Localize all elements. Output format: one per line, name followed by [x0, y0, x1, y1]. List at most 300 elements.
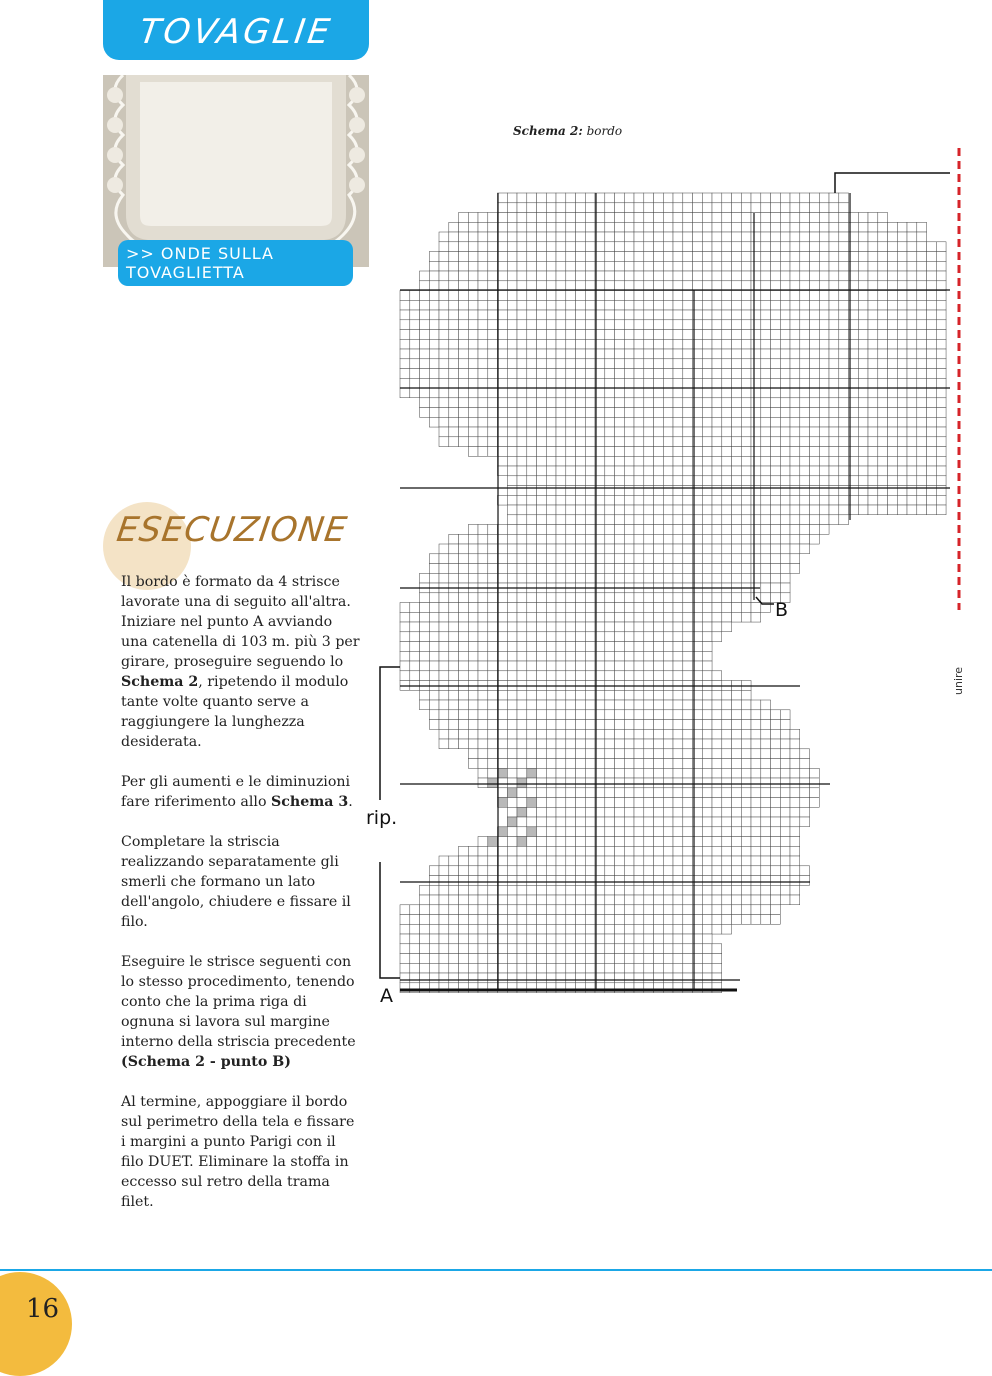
grid-cell — [556, 213, 566, 223]
grid-cell — [439, 876, 449, 886]
grid-cell — [751, 817, 761, 827]
grid-cell — [449, 729, 459, 739]
grid-cell — [634, 222, 644, 232]
grid-cell — [537, 603, 547, 613]
grid-cell — [498, 934, 508, 944]
grid-cell — [693, 252, 703, 262]
grid-cell — [663, 466, 673, 476]
grid-cell — [429, 973, 439, 983]
grid-cell — [498, 252, 508, 262]
grid-cell — [907, 476, 917, 486]
grid-cell — [800, 427, 810, 437]
grid-cell — [771, 359, 781, 369]
grid-cell — [917, 349, 927, 359]
grid-cell — [868, 388, 878, 398]
grid-cell — [712, 417, 722, 427]
grid-cell — [751, 749, 761, 759]
grid-cell — [537, 369, 547, 379]
grid-cell — [634, 661, 644, 671]
grid-cell — [741, 203, 751, 213]
grid-cell — [683, 895, 693, 905]
grid-cell — [459, 612, 469, 622]
grid-cell — [517, 739, 527, 749]
grid-cell — [478, 544, 488, 554]
grid-cell — [585, 778, 595, 788]
grid-cell — [722, 915, 732, 925]
grid-cell — [566, 271, 576, 281]
grid-cell — [888, 388, 898, 398]
grid-cell — [761, 798, 771, 808]
grid-cell — [790, 798, 800, 808]
grid-cell — [507, 807, 517, 817]
grid-cell — [527, 271, 537, 281]
grid-cell — [488, 973, 498, 983]
grid-cell — [634, 349, 644, 359]
grid-cell — [683, 788, 693, 798]
grid-cell — [517, 300, 527, 310]
grid-cell — [576, 905, 586, 915]
grid-cell — [683, 700, 693, 710]
grid-cell — [878, 476, 888, 486]
grid-cell — [780, 271, 790, 281]
grid-cell — [537, 837, 547, 847]
grid-cell — [634, 330, 644, 340]
grid-cell — [449, 856, 459, 866]
grid-cell — [673, 232, 683, 242]
grid-cell — [663, 242, 673, 252]
grid-cell — [624, 934, 634, 944]
grid-cell — [702, 242, 712, 252]
grid-cell — [420, 963, 430, 973]
grid-cell — [888, 310, 898, 320]
grid-cell — [741, 846, 751, 856]
grid-cell — [439, 603, 449, 613]
grid-cell — [936, 320, 946, 330]
grid-cell — [556, 671, 566, 681]
top-bracket — [835, 173, 950, 193]
grid-cell — [498, 642, 508, 652]
grid-cell — [507, 963, 517, 973]
grid-cell — [780, 456, 790, 466]
grid-cell — [605, 213, 615, 223]
grid-cell — [888, 271, 898, 281]
grid-cell — [741, 564, 751, 574]
grid-cell — [780, 817, 790, 827]
grid-cell — [429, 359, 439, 369]
grid-cell — [517, 661, 527, 671]
grid-cell — [468, 291, 478, 301]
grid-cell — [800, 456, 810, 466]
grid-cell — [478, 271, 488, 281]
grid-cell — [888, 291, 898, 301]
grid-cell — [839, 398, 849, 408]
grid-cell — [585, 534, 595, 544]
grid-cell — [634, 417, 644, 427]
grid-cell — [654, 408, 664, 418]
grid-cell — [800, 222, 810, 232]
grid-cell — [878, 437, 888, 447]
grid-cell — [546, 924, 556, 934]
grid-cell — [761, 915, 771, 925]
grid-cell — [576, 300, 586, 310]
grid-cell — [459, 554, 469, 564]
grid-cell — [878, 495, 888, 505]
grid-cell — [634, 378, 644, 388]
grid-cell — [771, 330, 781, 340]
grid-cell — [673, 954, 683, 964]
grid-cell — [702, 222, 712, 232]
grid-cell — [663, 700, 673, 710]
grid-cell — [761, 554, 771, 564]
grid-cell — [634, 505, 644, 515]
grid-cell — [741, 261, 751, 271]
grid-cell — [615, 291, 625, 301]
grid-cell — [810, 271, 820, 281]
grid-cell — [605, 593, 615, 603]
grid-cell — [888, 300, 898, 310]
grid-cell — [654, 622, 664, 632]
grid-cell — [693, 242, 703, 252]
grid-cell — [683, 846, 693, 856]
grid-cell — [761, 466, 771, 476]
grid-cell — [761, 310, 771, 320]
grid-cell — [439, 671, 449, 681]
grid-cell — [459, 291, 469, 301]
grid-cell — [888, 320, 898, 330]
grid-cell — [897, 252, 907, 262]
grid-cell — [459, 310, 469, 320]
grid-cell — [741, 476, 751, 486]
grid-cell — [498, 427, 508, 437]
grid-cell — [819, 193, 829, 203]
grid-cell — [927, 242, 937, 252]
grid-cell — [897, 242, 907, 252]
grid-cell — [722, 817, 732, 827]
grid-cell — [829, 291, 839, 301]
grid-cell — [644, 632, 654, 642]
grid-cell — [927, 447, 937, 457]
grid-cell — [624, 222, 634, 232]
grid-cell — [722, 612, 732, 622]
grid-cell — [800, 408, 810, 418]
grid-cell — [673, 300, 683, 310]
grid-cell — [546, 271, 556, 281]
grid-cell — [819, 300, 829, 310]
grid-cell — [605, 291, 615, 301]
grid-cell — [498, 232, 508, 242]
grid-cell — [488, 437, 498, 447]
grid-cell — [585, 915, 595, 925]
grid-cell — [771, 583, 781, 593]
grid-cell — [459, 905, 469, 915]
grid-cell — [683, 954, 693, 964]
grid-cell — [605, 388, 615, 398]
grid-cell — [673, 661, 683, 671]
grid-cell — [624, 963, 634, 973]
grid-cell — [488, 856, 498, 866]
grid-cell — [702, 417, 712, 427]
grid-cell — [917, 505, 927, 515]
grid-cell — [517, 534, 527, 544]
grid-cell — [400, 671, 410, 681]
grid-cell — [868, 232, 878, 242]
grid-cell — [663, 681, 673, 691]
grid-cell — [556, 398, 566, 408]
grid-cell — [771, 281, 781, 291]
grid-cell — [488, 388, 498, 398]
grid-cell — [527, 369, 537, 379]
grid-cell — [819, 495, 829, 505]
grid-cell — [654, 281, 664, 291]
grid-cell — [741, 895, 751, 905]
grid-cell — [566, 720, 576, 730]
grid-cell — [576, 476, 586, 486]
grid-cell — [839, 242, 849, 252]
grid-cell — [732, 856, 742, 866]
grid-cell — [566, 885, 576, 895]
grid-cell — [712, 466, 722, 476]
grid-cell — [780, 827, 790, 837]
grid-cell — [546, 320, 556, 330]
grid-cell — [615, 193, 625, 203]
grid-cell — [585, 359, 595, 369]
grid-cell — [702, 408, 712, 418]
grid-cell — [449, 915, 459, 925]
grid-cell — [517, 573, 527, 583]
grid-cell — [517, 222, 527, 232]
grid-cell — [468, 281, 478, 291]
grid-cell — [732, 456, 742, 466]
grid-cell — [790, 895, 800, 905]
grid-cell — [683, 768, 693, 778]
grid-cell — [429, 300, 439, 310]
grid-cell — [488, 222, 498, 232]
grid-cell — [624, 749, 634, 759]
grid-cell — [683, 505, 693, 515]
grid-cell — [868, 505, 878, 515]
grid-cell — [624, 544, 634, 554]
grid-cell — [644, 915, 654, 925]
grid-cell — [829, 447, 839, 457]
grid-cell — [439, 934, 449, 944]
grid-cell — [439, 905, 449, 915]
grid-cell — [605, 427, 615, 437]
grid-cell — [605, 729, 615, 739]
grid-cell — [897, 320, 907, 330]
grid-cell — [761, 398, 771, 408]
grid-cell — [732, 534, 742, 544]
grid-cell — [537, 622, 547, 632]
grid-cell — [810, 242, 820, 252]
grid-cell — [751, 320, 761, 330]
grid-cell — [683, 554, 693, 564]
grid-cell — [420, 700, 430, 710]
grid-cell — [566, 544, 576, 554]
grid-cell — [858, 417, 868, 427]
grid-cell — [546, 905, 556, 915]
grid-cell — [751, 603, 761, 613]
grid-cell — [624, 534, 634, 544]
grid-cell — [459, 954, 469, 964]
grid-cell — [683, 866, 693, 876]
grid-cell — [790, 768, 800, 778]
grid-cell — [790, 749, 800, 759]
grid-cell — [507, 905, 517, 915]
grid-cell — [868, 437, 878, 447]
grid-cell — [634, 593, 644, 603]
grid-cell — [927, 339, 937, 349]
grid-cell — [771, 456, 781, 466]
grid-cell — [498, 729, 508, 739]
grid-cell — [537, 476, 547, 486]
grid-cell — [566, 876, 576, 886]
grid-cell — [459, 408, 469, 418]
grid-cell — [439, 963, 449, 973]
grid-cell — [429, 954, 439, 964]
grid-cell — [663, 661, 673, 671]
grid-cell — [459, 710, 469, 720]
grid-cell — [858, 291, 868, 301]
grid-cell — [546, 934, 556, 944]
grid-cell — [576, 261, 586, 271]
grid-cell — [566, 378, 576, 388]
grid-cell — [654, 944, 664, 954]
grid-cell — [790, 271, 800, 281]
grid-cell — [585, 837, 595, 847]
grid-cell — [605, 417, 615, 427]
grid-cell — [478, 642, 488, 652]
grid-cell — [673, 476, 683, 486]
grid-cell — [800, 866, 810, 876]
grid-cell — [673, 417, 683, 427]
grid-cell — [644, 427, 654, 437]
grid-cell — [741, 300, 751, 310]
grid-cell — [439, 661, 449, 671]
grid-cell — [702, 944, 712, 954]
grid-cell — [712, 359, 722, 369]
grid-cell — [644, 534, 654, 544]
grid-cell — [429, 876, 439, 886]
grid-cell — [527, 603, 537, 613]
grid-cell — [878, 300, 888, 310]
grid-cell — [410, 671, 420, 681]
grid-cell — [751, 466, 761, 476]
grid-cell — [810, 310, 820, 320]
grid-cell — [507, 378, 517, 388]
grid-cell — [556, 915, 566, 925]
grid-cell — [810, 291, 820, 301]
grid-cell — [400, 642, 410, 652]
grid-cell — [732, 778, 742, 788]
grid-cell — [624, 798, 634, 808]
grid-cell — [527, 944, 537, 954]
grid-cell — [556, 252, 566, 262]
grid-cell — [400, 603, 410, 613]
grid-cell — [537, 573, 547, 583]
grid-cell — [624, 456, 634, 466]
grid-cell — [576, 281, 586, 291]
grid-cell — [615, 798, 625, 808]
grid-cell — [517, 544, 527, 554]
caption-line-2: TOVAGLIETTA — [126, 263, 245, 282]
grid-cell — [771, 417, 781, 427]
grid-cell — [771, 252, 781, 262]
grid-cell — [556, 466, 566, 476]
grid-cell — [439, 261, 449, 271]
grid-cell — [517, 827, 527, 837]
grid-cell — [673, 261, 683, 271]
schema-title-rest: bordo — [582, 124, 623, 138]
grid-cell — [683, 261, 693, 271]
grid-cell — [410, 378, 420, 388]
grid-cell — [459, 564, 469, 574]
grid-cell — [605, 651, 615, 661]
grid-cell — [888, 281, 898, 291]
grid-cell — [741, 544, 751, 554]
grid-cell — [732, 203, 742, 213]
grid-cell — [761, 749, 771, 759]
grid-cell — [761, 486, 771, 496]
grid-cell — [810, 437, 820, 447]
grid-cell — [927, 291, 937, 301]
grid-cell — [936, 456, 946, 466]
grid-cell — [663, 193, 673, 203]
grid-cell — [810, 398, 820, 408]
grid-cell — [546, 281, 556, 291]
grid-cell — [673, 798, 683, 808]
grid-cell — [585, 456, 595, 466]
grid-cell — [907, 339, 917, 349]
grid-cell — [722, 710, 732, 720]
grid-cell — [936, 495, 946, 505]
grid-cell — [810, 515, 820, 525]
grid-cell — [663, 456, 673, 466]
grid-cell — [683, 681, 693, 691]
grid-cell — [810, 388, 820, 398]
grid-cell — [927, 378, 937, 388]
grid-cell — [546, 476, 556, 486]
grid-cell — [507, 252, 517, 262]
grid-cell — [410, 681, 420, 691]
grid-cell — [888, 427, 898, 437]
grid-cell — [888, 349, 898, 359]
grid-cell — [810, 798, 820, 808]
grid-cell — [517, 515, 527, 525]
grid-cell — [868, 330, 878, 340]
grid-cell — [722, 310, 732, 320]
grid-cell — [800, 515, 810, 525]
grid-cell — [400, 310, 410, 320]
grid-cell — [634, 973, 644, 983]
grid-cell — [566, 700, 576, 710]
grid-cell — [556, 827, 566, 837]
grid-cell — [722, 905, 732, 915]
grid-cell — [585, 963, 595, 973]
grid-cell — [683, 632, 693, 642]
grid-cell — [459, 261, 469, 271]
grid-cell — [449, 612, 459, 622]
grid-cell — [556, 476, 566, 486]
grid-cell — [741, 739, 751, 749]
grid-cell — [498, 681, 508, 691]
grid-cell — [400, 291, 410, 301]
grid-cell — [546, 788, 556, 798]
grid-cell — [488, 242, 498, 252]
grid-cell — [478, 261, 488, 271]
grid-cell — [780, 310, 790, 320]
grid-cell — [771, 437, 781, 447]
grid-cell — [683, 651, 693, 661]
